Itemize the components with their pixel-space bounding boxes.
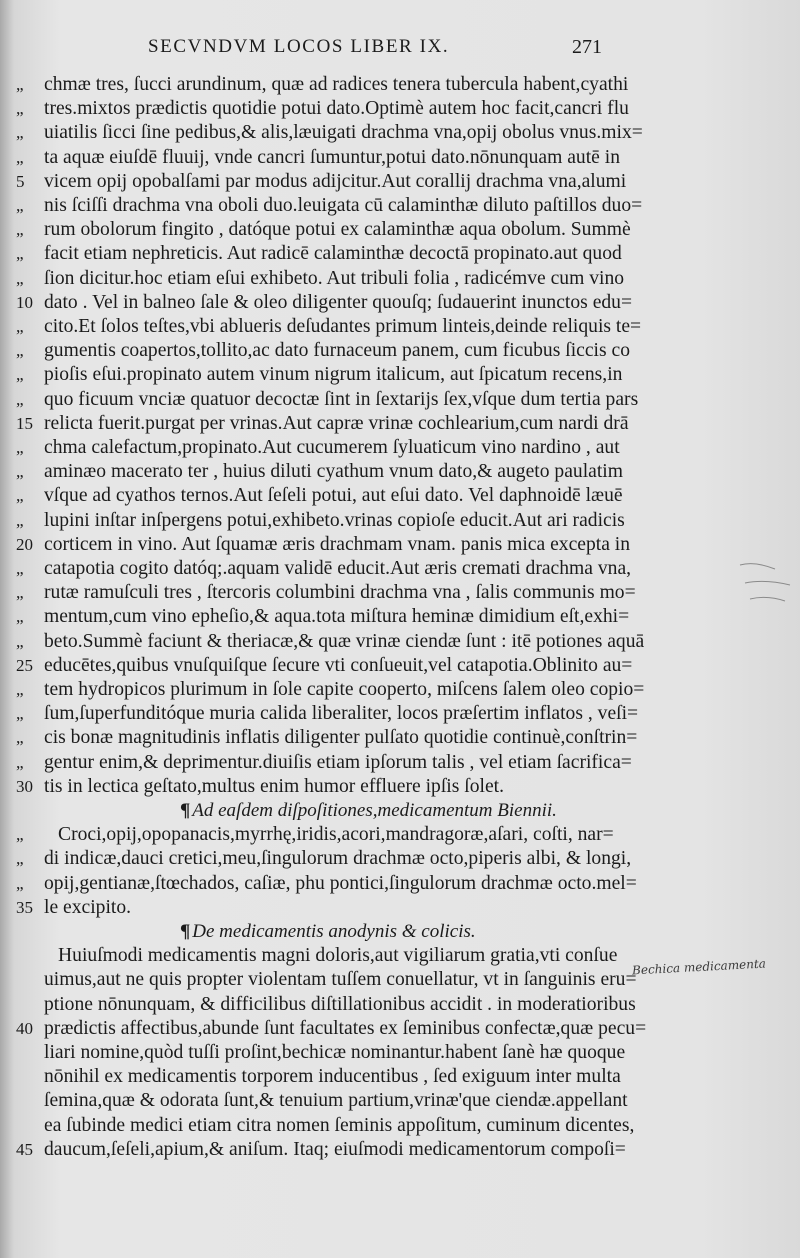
line-text: vicem opij opobalſami par modus adijcitur.Aut corallij drachma vna,alumi [44,170,627,192]
line-text: liari nomine,quòd tuſſi proſint,bechicæ nominantur.habent ſanè hæ quoque [44,1042,626,1063]
line-marker: „ [16,196,24,215]
line-marker: „ [16,438,24,457]
text-line [0,750,800,776]
line-marker: 45 [16,1139,33,1159]
line-marker: „ [16,462,24,482]
line-text: cito.Et ſolos teſtes,vbi ablueris deſudantes primum linteis,deinde reliquis te= [44,316,642,337]
section-heading [0,798,800,824]
line-text: vſque ad cyathos ternos.Aut ſeſeli potui, aut eſui dato. Vel daphnoidē læuē [44,485,623,507]
section-heading-text [180,919,476,945]
text-line [0,193,800,219]
text-line [0,290,800,316]
line-marker: 30 [16,776,33,796]
line-text: Croci,opij,opopanacis,myrrhę,iridis,acori,mandragoræ,aſari, coſti, nar= [58,824,614,846]
line-text: di indicæ,dauci cretici,meu,ſingulorum drachmæ octo,piperis albi, & longi, [44,848,632,870]
text-line [0,580,800,606]
text-line [0,72,800,98]
line-marker: „ [16,99,24,119]
text-line [0,1016,800,1042]
page-header [0,34,800,64]
line-text: tem hydropicos plurimum in ſole capite cooperto, miſcens ſalem oleo copio= [44,679,645,700]
line-marker: 10 [16,292,33,312]
heading-label: De medicamentis anodynis & colicis. [192,921,476,942]
line-marker: „ [16,607,24,627]
line-marker: „ [16,268,24,288]
line-marker: „ [16,341,24,361]
text-line [0,846,800,872]
text-line [0,241,800,267]
text-line [0,508,800,534]
line-marker: „ [16,559,24,578]
line-text: catapotia cogito datóq;.aquam validē educit.Aut æris cremati drachma vna, [44,558,632,579]
text-line [0,1088,800,1114]
text-line [0,483,800,509]
text-line [0,701,800,727]
text-line [0,1064,800,1090]
line-marker: „ [16,389,24,409]
line-text: prædictis affectibus,abunde ſunt facultates ex ſeminibus confectæ,quæ pecu= [44,1017,647,1039]
text-line [0,1040,800,1066]
section-heading-text [180,798,557,824]
line-marker: 5 [16,171,25,191]
line-text: rutæ ramuſculi tres , ſtercoris columbini drachma vna , ſalis communis mo= [44,582,636,604]
text-line [0,338,800,364]
line-text: pioſis eſui.propinato autem vinum nigrum italicum, aut ſpicatum recens,in [44,364,623,386]
line-text: uiatilis ſicci ſine pedibus,& alis,læuigati drachma vna,opij obolus vnus.mix= [44,122,643,144]
line-text: tres.mixtos prædictis quotidie potui dato.Optimè autem hoc facit,cancri flu [44,98,629,120]
line-marker: 25 [16,655,33,675]
line-marker: „ [16,75,24,94]
line-marker: „ [16,220,24,240]
heading-label: Ad eaſdem diſpoſitiones,medicamentum Biennii. [192,800,557,821]
text-line [0,822,800,848]
text-line [0,653,800,679]
line-text: rum obolorum fingito , datóque potui ex calaminthæ aqua obolum. Summè [44,219,631,241]
line-text: beto.Summè faciunt & theriacæ,& quæ vrinæ ciendæ ſunt : itē potiones aquā [44,630,645,652]
text-line [0,532,800,558]
running-title: SECVNDVM LOCOS LIBER IX. [148,36,450,57]
line-text: dato . Vel in balneo ſale & oleo diligenter quouſq; ſudauerint inunctos edu= [44,291,633,313]
line-text: uimus,aut ne quis propter violentam tuſſem conuellatur, vt in ſanguinis eru= [44,969,637,991]
line-text: tis in lectica geſtato,multus enim humor effluere ipſis ſolet. [44,775,504,797]
line-marker: „ [16,825,24,845]
line-text: quo ficuum vnciæ quatuor decoctæ ſint in ſextarijs ſex,vſque dum tertia pars [44,388,639,410]
text-line [0,774,800,800]
text-line [0,169,800,195]
text-line [0,556,800,582]
line-text: nōnihil ex medicamentis torporem inducentibus , ſed exiguum inter multa [44,1066,621,1088]
line-text: lupini inſtar inſpergens potui,exhibeto.vrinas copioſe educit.Aut ari radicis [44,509,625,531]
text-line [0,1113,800,1139]
pilcrow-icon: ¶ [180,800,191,821]
text-line [0,314,800,340]
line-marker: 40 [16,1018,33,1038]
text-line [0,725,800,751]
text-line [0,871,800,897]
line-text: Huiuſmodi medicamentis magni doloris,aut vigiliarum gratia,vti conſue [58,945,618,967]
line-text: le excipito. [44,896,132,918]
line-marker: „ [16,510,24,530]
text-line [0,217,800,243]
text-line [0,992,800,1018]
margin-scribbles [735,555,795,615]
line-marker: „ [16,486,24,506]
line-marker: „ [16,365,24,385]
line-marker: „ [16,752,24,772]
pilcrow-icon: ¶ [180,921,191,942]
text-line [0,459,800,485]
text-line [0,387,800,413]
text-line [0,1137,800,1163]
line-text: ea ſubinde medici etiam citra nomen ſeminis appoſitum, cuminum dicentes, [44,1114,635,1136]
line-text: ſum,ſuperfunditóque muria calida liberaliter, locos præſertim inflatos , veſi= [44,703,639,725]
line-text: nis ſciſſi drachma vna oboli duo.leuigata cū calaminthæ diluto paſtillos duo= [44,195,643,216]
text-line [0,411,800,437]
margin-handwritten-note: Bechica medicamenta [631,956,767,978]
line-text: gumentis coapertos,tollito,ac dato furnaceum panem, cum ficubus ſiccis co [44,340,630,362]
line-text: cis bonæ magnitudinis inflatis diligenter pulſato quotidie continuè,conſtrin= [44,727,638,749]
line-marker: „ [16,873,24,893]
line-text: ſemina,quæ & odorata ſunt,& tenuium partium,vrinæ'que ciendæ.appellant [44,1090,628,1112]
text-line [0,895,800,921]
line-marker: 35 [16,897,33,917]
line-marker: 15 [16,413,33,433]
line-marker: „ [16,147,24,167]
line-marker: „ [16,849,24,869]
text-line [0,96,800,122]
text-line [0,435,800,461]
line-text: chma calefactum,propinato.Aut cucumerem ſyluaticum vino nardino , aut [44,437,620,458]
text-line [0,120,800,146]
line-text: corticem in vino. Aut ſquamæ æris drachmam vnam. panis mica excepta in [44,533,631,555]
line-text: ta aquæ eiuſdē fluuij, vnde cancri ſumuntur,potui dato.nōnunquam autē in [44,146,621,168]
line-marker: 20 [16,534,33,554]
line-text: facit etiam nephreticis. Aut radicē calaminthæ decoctā propinato.aut quod [44,243,622,265]
text-line [0,145,800,171]
line-marker: „ [16,317,24,336]
line-text: relicta fuerit.purgat per vrinas.Aut capræ vrinæ cochlearium,cum nardi drā [44,412,629,434]
line-text: gentur enim,& deprimentur.diuiſis etiam ipſorum talis , vel etiam ſacrifica= [44,751,632,773]
page-number: 271 [572,36,602,58]
section-heading [0,919,800,945]
line-marker: „ [16,583,24,603]
line-text: opij,gentianæ,ſtœchados, caſiæ, phu pontici,ſingulorum drachmæ octo.mel= [44,872,637,894]
line-marker: „ [16,244,24,264]
line-text: chmæ tres, ſucci arundinum, quæ ad radices tenera tubercula habent,cyathi [44,74,629,95]
line-text: ptione nōnunquam, & difficilibus diſtillationibus accidit . in moderatioribus [44,993,636,1015]
line-marker: „ [16,123,24,143]
text-line [0,604,800,630]
text-line [0,677,800,703]
line-marker: „ [16,631,24,651]
line-marker: „ [16,680,24,699]
line-text: ſion dicitur.hoc etiam eſui exhibeto. Aut tribuli folia , radicémve cum vino [44,267,625,289]
line-text: educētes,quibus vnuſquiſque ſecure vti conſueuit,vel catapotia.Oblinito au= [44,654,633,676]
line-text: mentum,cum vino epheſio,& aqua.tota miſtura heminæ dimidium eſt,exhi= [44,606,630,628]
line-marker: „ [16,704,24,724]
line-marker: „ [16,728,24,748]
text-line [0,266,800,292]
text-line [0,629,800,655]
line-text: daucum,ſeſeli,apium,& aniſum. Itaq; eiuſmodi medicamentorum compoſi= [44,1138,626,1160]
line-text: aminæo macerato ter , huius diluti cyathum vnum dato,& augeto paulatim [44,461,623,483]
text-line [0,362,800,388]
